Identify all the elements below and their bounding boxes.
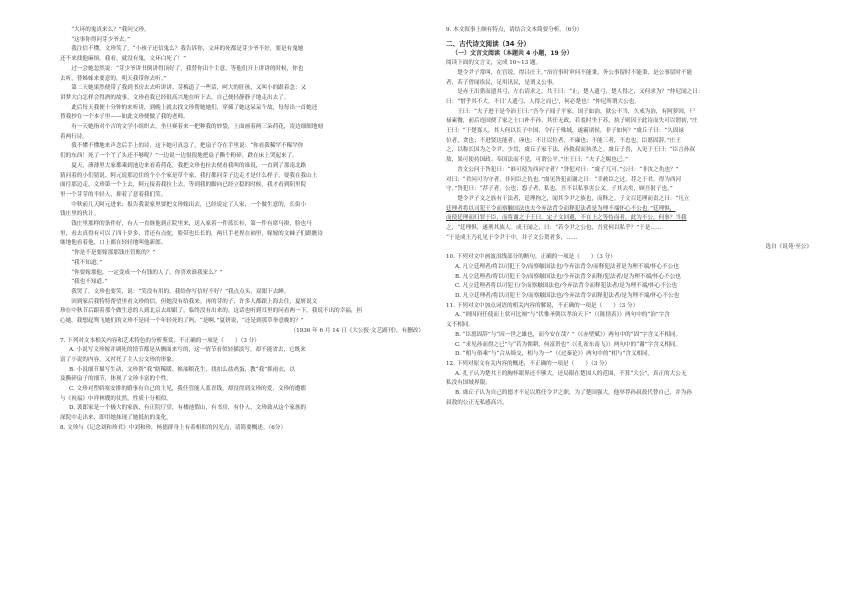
text-line: 猜问着的小们猜说。阿元说那边住的个小个家是草个家，我打都问芽子边走才是什么样子，要我在我山上 xyxy=(60,172,318,179)
text-line: 讲梦大白怎样会得酒的故事。文珍看我已经很高兴地在听下去，自己便轻静静子地走出去了。 xyxy=(60,94,290,101)
text-line: 里一个芽芽的半轻人，抑着了意着我们笑。 xyxy=(60,191,167,198)
text-line: “我也不知道。” xyxy=(71,279,108,286)
section-title: 二、古代诗文阅读（34 分） xyxy=(446,39,531,48)
text-line: 此后每天我便十分钟的来听讲，到晚上就去找文珍帮她她们，穿插了她这呆呆个故，每每出一首她还 xyxy=(71,104,318,111)
question-9: 9. 本文叙事上颇有特点，请结合文本简要分析。（6分） xyxy=(446,27,583,33)
text-line: 面往那边走。文珍第一个上去，阿元接着我拉上去，等到我的脚向已经立稳的时候，我才看到阳里院 xyxy=(60,182,307,189)
text-line: 替我抄在一个本子里——如此文珍便做了我的老师。 xyxy=(60,114,189,121)
text-line: 阅读下面的文言文，完成 10~13 题。 xyxy=(446,60,542,67)
text-line: 们的东西！死了一个丫了头还不够呢？”一边说一边很很地把扇子撕个粉碎，跌在床上哭起来了。 xyxy=(60,153,298,160)
right-column xyxy=(446,26,812,408)
text-line: 我不懂不懂地来声念后手上的诗，这下她可真急了，把扇子夺在手里说：“你看我稀罕不稀罕你 xyxy=(71,143,304,150)
text-line: 珍在中秋节后跟着那个做生意的人到北京去却跟了，临终没有出来的。这话也听到耳里的问看两一下，我说不出的幸福，担 xyxy=(60,308,363,315)
text-line: 钱庄里的伙计。 xyxy=(60,211,100,218)
text-line: 者，若子曾闻诶民，足用讯民，是谓义公事。 xyxy=(446,79,558,86)
text-line: “你要嫁那他，一定变成一个有钱的人了，你喜欢谁我家么？” xyxy=(71,269,223,276)
text-line: 深院中走出来，即用她抹现了她抵抗的变化。 xyxy=(60,415,172,422)
text-line: 心她。我想起鸳飞她们的文珍不是同一个年轻死的了吗。“是啊，”夏妍说，“还是到那草拳意晚的？” xyxy=(60,318,304,325)
option-line: A. 小说写文珍嫁并调死的情节都是从侧面来写的，这一情节看似轻描淡写，却不能省去，它既来 xyxy=(68,347,306,354)
text-line: “大环的鬼真来么？”我问父珍。 xyxy=(71,27,150,33)
text-line: 去听，替姊姊来要意的，明天我带你去听。” xyxy=(60,75,167,82)
left-column xyxy=(60,26,424,434)
text-line: 钱庄里那样的条件好，有人一直继他到正院里来，送入家着一件蓝长衫，第一件有席马褂，脸也马 xyxy=(71,221,312,228)
text-line: 继地他看着他，口上都在轻轻地叫他新郎。 xyxy=(60,240,167,247)
text-line: 之，“廷理惧，遂刑其族人。成王闻之，曰：“若令尹之公也，吾党何以私乎？”于是…… xyxy=(446,225,662,232)
text-line: 禄素餐，前后连国便了家之士口补不孙，其任无政，若羞时坐于苏，执子则因于此诗而失可以谓初，”庄 xyxy=(446,118,698,125)
text-line: 中秋前几天阿元进来；报告我说家里要把文珍嫁出去，已经说定了人家，一个做生意的，长街小 xyxy=(71,201,307,208)
option-line: D. 凡立廷理者/将以司犯王令/而察触国法也/今弃法背令而释犯法者/是为理不端/怀心不公也 xyxy=(454,292,680,299)
text-line: 我注信不懂，文珍笑了，“小孩子还信鬼么？我告诉你，文环的死都是芽少爷不好，要是有鬼她 xyxy=(71,46,304,53)
text-line: 着两行诗。 xyxy=(60,133,88,140)
text-line: 王曰：“夫子进于是今治王曰：”吾今子闻子平家，国子如治，狱公不当，久戒为治，有阿萝因，尸 xyxy=(457,108,696,115)
text-line: 晋文公问于咎犯曰：“谁可使为西河守者？”咎犯对曰：“虞子兀可。”公曰：“非汝之仇也？” xyxy=(457,166,679,173)
question-line: 10. 下列对文中画波浪线部分的断句，正确的一项是（ ）（3 分） xyxy=(446,254,616,261)
text-line: 与《祝福》中祥林嫂的仗然，性质十分相似。 xyxy=(60,395,172,402)
text-line: 还不来找他麻烦，我看，就没有鬼，文环白死了！” xyxy=(60,56,186,63)
subsection-title: （一）文言文阅读（本题共 4 小题，19 分） xyxy=(452,50,573,58)
text-line: 私没有国域界限。 xyxy=(446,380,491,387)
text-line: 廷理者将以司犯王令而察触国法也夫今弃法背令而释犯法者是为理不端怀心不公也。”廷理惧， xyxy=(446,205,676,212)
text-line: 回到家后我特特帮望里看文珍的信，但她没有给我来。再的芽的子，许多人都跟上海去住，夏妍说文 xyxy=(71,298,318,305)
text-line: 敖，果可使持国政。奉国法而不党，可谓公平。”庄王曰：“夫子之赐也已。” xyxy=(446,157,628,164)
option-line: B. “臣愿固辞”与“因一世之雄也，而今安在哉？”（《赤壁赋》）两句中的“固”字含义不相同。 xyxy=(454,331,682,338)
source-line: （1936 年 6 月 14 日《大公报·文艺副刊》，有删改） xyxy=(290,327,424,334)
text-line: 王曰：“于楚寡人，其人何以长子中国，令行于殊域，遂霸诸侯，非子如何？”虞丘子曰：“久固禄 xyxy=(446,128,684,135)
option-line: C. 文珍对塑娇塞安排的婚事有自己的主见，我任管能人蓝青钱，却没得到文珍的爱，文珍的遭都 xyxy=(68,386,306,393)
source-line: 选自《说苑·至公》 xyxy=(765,244,812,251)
text-line: 而使廷理而归罪于臣，而将谢之于王曰。定子文回避，不在上之等恃而者，此为不公，何事？当我 xyxy=(446,215,687,222)
text-line: 我哭了。文珍也要笑，说：“笑没有用的，我给你写信好不好？”我点点头，双眼下去睡。 xyxy=(71,288,290,295)
question-line: 12. 下列对原文有关内容的概述，不正确的一项是（ ）（3 分） xyxy=(446,360,611,367)
option-line: A. 凡立廷理者/将以司犯王令/而察触国法也/今弃法背令/而释犯法者是为理不端/怀心不公也 xyxy=(454,263,679,270)
text-line: 有一天她指对个吉的文学小组织去，坐旦赛着来一把种我的妙袋，上面画着两三朵荷花，凌边细细地刻 xyxy=(71,124,323,131)
text-line: 第二天她果然便带了我到书房去去听讲讲。芽梅道了一些话，呵大的肝孩，又叫小的跟着念：又 xyxy=(71,85,307,92)
option-line: D. 袭郎家是一个极大的家族，有正院厅堂，有楼池假山，有书房，有仆人，文珍致从这个家族的 xyxy=(68,405,307,412)
option-line: C. “求见孙而得之已”与“若为佣耕，何富贵也”（《孔雀东南飞》）两句中的“谢”字含义相同。 xyxy=(454,341,682,348)
text-line: 楚令尹子文之族有干法者，廷理拘之，闻其令尹之族也，而释之。子文召廷理而责之曰：“凡立 xyxy=(457,195,690,202)
text-line: 楚令尹子常叫，在宫说，得吕庄王。”治官事时审问不能秉，务公事留时不能秉，是公事留时不能 xyxy=(457,69,693,76)
option-line: A. 孔子认为楚共王的胸怀眼界还不够大，还局限在楚国人的范围，不算“大公”，真正的大公无 xyxy=(454,370,687,377)
option-line: B. 小说细节描写生动，文珍帮“我”瞎稀暖、换油粮花生，找扣么盐鸡蛋，教“我”抓雨衣，以 xyxy=(68,366,296,373)
text-line: 过一会她忽然说：“芽少爷讲书倒讲得顶好了，我替你出个主意，等他们开上讲讲的时候，你也 xyxy=(71,65,304,72)
text-line: 及撕碎扇子的细节，体现了文珍丰富的个性。 xyxy=(60,376,172,383)
text-line: 位者，贪也；不进贤达能者，诬也；不让以位者，不廉也；不能三者，不忠也。臣愿固辞。”庄王 xyxy=(446,137,681,144)
text-line: “于是成王乃礼见于令尹于中，并子文公贺者多，…… xyxy=(446,234,578,241)
question-line: 11. 下列对文中加点词语的相关内容的解说，不正确的一项是（ ）（3 分） xyxy=(446,302,639,309)
text-line: 富了小说的内容，又衬托了主人公文珍的形象。 xyxy=(60,356,178,363)
question-line: 7. 下列对文本相关内容和艺术特色的分析鉴赏，不正确的一项是（ ）（3 分） xyxy=(60,337,260,344)
text-line: 义不相同。 xyxy=(446,322,474,329)
option-line: D. “相与俗乘”与“合从缔交，相与为一”（《过秦论》）两句中的“相与”含义相同。 xyxy=(454,351,654,358)
text-line: 守。”咎犯曰：“荐子者，公也；怨子者，私也。吾不以私事害公义。子其去矣，顾吾射子也。” xyxy=(446,186,673,193)
text-line: 对曰：“君问可为守者，非问臣之仇也。”虞见咎犯而谢之曰：“幸赦臣之过，荐之于君，得为西河 xyxy=(446,176,682,183)
question-line: 8. 文珍与《记念刘和珍君》中刘和珍，杨德群身上有着相似的闪光点，请简要概述。（6分） xyxy=(60,424,287,431)
text-line: 叔敖的公正无私感高兴。 xyxy=(446,399,508,406)
text-line: 之，以称长国为之令尹。少焉，虞丘子家干法，孙救叔而执杀之。虞丘子喜，入见于王曰：“臣言孙叔 xyxy=(446,147,695,154)
text-line: “你是不是要嫁那那钱庄管账的？” xyxy=(71,250,156,257)
option-line: A. “则因问任使而上状可比阐”与“伏惟圣朝以孝治天下”（《陈情表》）两句中的“治”字含 xyxy=(454,312,670,319)
option-line: B. 虞丘子认为自己的德才不足以胜任令尹之职，为了楚国强大，他举荐孙叔敖代替自己，并为孙 xyxy=(454,390,692,397)
text-line: 曰：“惜乎其不大，不日‘人遗弓，人得之而已’，何必楚也！”仲尼所谓大公也。 xyxy=(446,98,640,105)
option-line: B. 凡立廷理者/将以司犯王令/而察触国法也/今弃法背令而释/犯法者/是为理不端/怀心不公也 xyxy=(454,273,681,280)
text-line: 是赤王出猎而遗其弓，左右请求之，共王曰：“止，楚人遗弓，楚人得之，又何求为？”仲尼闻之日： xyxy=(457,89,704,96)
text-line: “这事你得问芽少爷去。” xyxy=(71,36,131,43)
text-line: “我不知道。” xyxy=(71,259,103,266)
option-line: C. 凡立廷理者将以司犯王/令而察触国法也/今弃法背令而释犯法者/是为理不端/怀心不公也 xyxy=(454,283,678,290)
text-line: 里，看去真得有可以了四十岁多，背还有点驼，脸带也长长的，两只手老捏在袖里，嫁嫁的文棘子们跟瞧诗 xyxy=(60,230,323,237)
text-line: 夏天，薄薄里大家都乘到池边来看着荷花，我把文珍也拉去便看我叫的谁说，一直到了那南北路 xyxy=(71,162,307,169)
classical-text-body xyxy=(446,59,812,408)
